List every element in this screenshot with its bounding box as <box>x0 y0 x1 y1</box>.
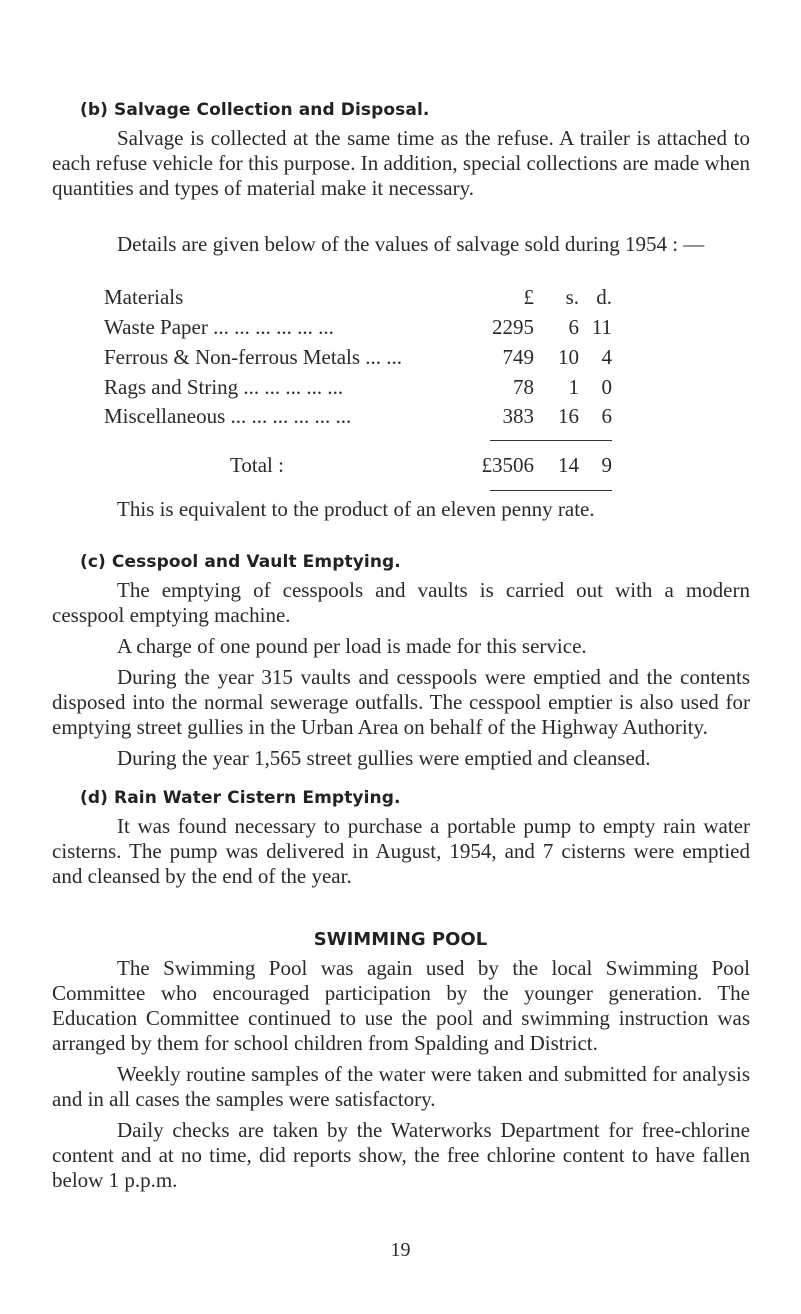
row-pence: 0 <box>601 375 612 399</box>
swimming-paragraph-2: Weekly routine samples of the water were taken and submitted for analysis and in all cases the samples were satisfactory. <box>52 1062 750 1111</box>
section-b-body-2 <box>52 232 750 257</box>
row-shillings: 1 <box>568 375 579 399</box>
row-pounds: 78 <box>513 375 534 399</box>
row-pence: 6 <box>601 404 612 428</box>
row-shillings: 16 <box>558 404 579 428</box>
section-c-paragraph-4: During the year 1,565 street gullies were emptied and cleansed. <box>117 746 651 770</box>
section-c-body <box>52 578 750 771</box>
row-pence: 4 <box>601 345 612 369</box>
row-pounds: 749 <box>502 345 534 369</box>
equivalent-paragraph: This is equivalent to the product of an eleven penny rate. <box>117 497 595 521</box>
column-header-shillings: s. <box>565 285 579 309</box>
total-label: Total : <box>230 453 284 477</box>
section-c-paragraph-2: A charge of one pound per load is made for this service. <box>117 634 587 658</box>
row-material: Miscellaneous ... ... ... ... ... ... <box>104 404 352 428</box>
total-pence: 9 <box>601 453 612 477</box>
section-d-body <box>52 814 750 889</box>
row-material: Rags and String ... ... ... ... ... <box>104 375 344 399</box>
swimming-paragraph-1: The Swimming Pool was again used by the local Swimming Pool Committee who encouraged participation by the younger generation. The Education Committee continued to use the pool and swimming instruction was arranged by them for school children from Spalding and District. <box>52 956 750 1055</box>
row-material: Ferrous & Non-ferrous Metals ... ... <box>104 345 403 369</box>
column-header-pounds: £ <box>523 285 534 309</box>
section-c-heading: (c) Cesspool and Vault Emptying. <box>80 552 401 572</box>
row-shillings: 6 <box>568 315 579 339</box>
row-pounds: 2295 <box>492 315 534 339</box>
swimming-pool-heading: SWIMMING POOL <box>313 929 488 950</box>
row-pounds: 383 <box>502 404 534 428</box>
equivalent-body <box>52 497 750 522</box>
section-d-paragraph-1: It was found necessary to purchase a portable pump to empty rain water cisterns. The pump was delivered in August, 1954, and 7 cisterns were emptied and cleansed by the end of the year. <box>52 814 750 888</box>
section-c-paragraph-3: During the year 315 vaults and cesspools were emptied and the contents disposed into the normal sewerage outfalls. The cesspool emptier is also used for emptying street gullies in the Urban Area on behalf of the Highway Authority. <box>52 665 750 739</box>
section-b-paragraph-2: Details are given below of the values of salvage sold during 1954 : — <box>117 232 705 256</box>
swimming-paragraph-3: Daily checks are taken by the Waterworks Department for free-chlorine content and at no time, did reports show, the free chlorine content to have fallen below 1 p.p.m. <box>52 1118 750 1192</box>
section-c-paragraph-1: The emptying of cesspools and vaults is carried out with a modern cesspool emptying machine. <box>52 578 750 627</box>
section-b-body <box>52 126 750 201</box>
subtotal-rule <box>490 440 612 441</box>
section-b-paragraph-1: Salvage is collected at the same time as the refuse. A trailer is attached to each refuse vehicle for this purpose. In addition, special collections are made when quantities and types of material make it necessary. <box>52 126 750 200</box>
section-d-heading: (d) Rain Water Cistern Emptying. <box>80 788 401 808</box>
row-shillings: 10 <box>558 345 579 369</box>
total-shillings: 14 <box>558 453 579 477</box>
column-header-materials: Materials <box>104 285 184 309</box>
row-material: Waste Paper ... ... ... ... ... ... <box>104 315 334 339</box>
section-b-heading: (b) Salvage Collection and Disposal. <box>80 100 430 120</box>
page-number: 19 <box>390 1239 411 1261</box>
column-header-pence: d. <box>596 285 612 309</box>
total-pounds: £3506 <box>481 453 534 477</box>
total-rule <box>490 490 612 491</box>
swimming-body <box>52 956 750 1193</box>
row-pence: 11 <box>591 315 612 339</box>
